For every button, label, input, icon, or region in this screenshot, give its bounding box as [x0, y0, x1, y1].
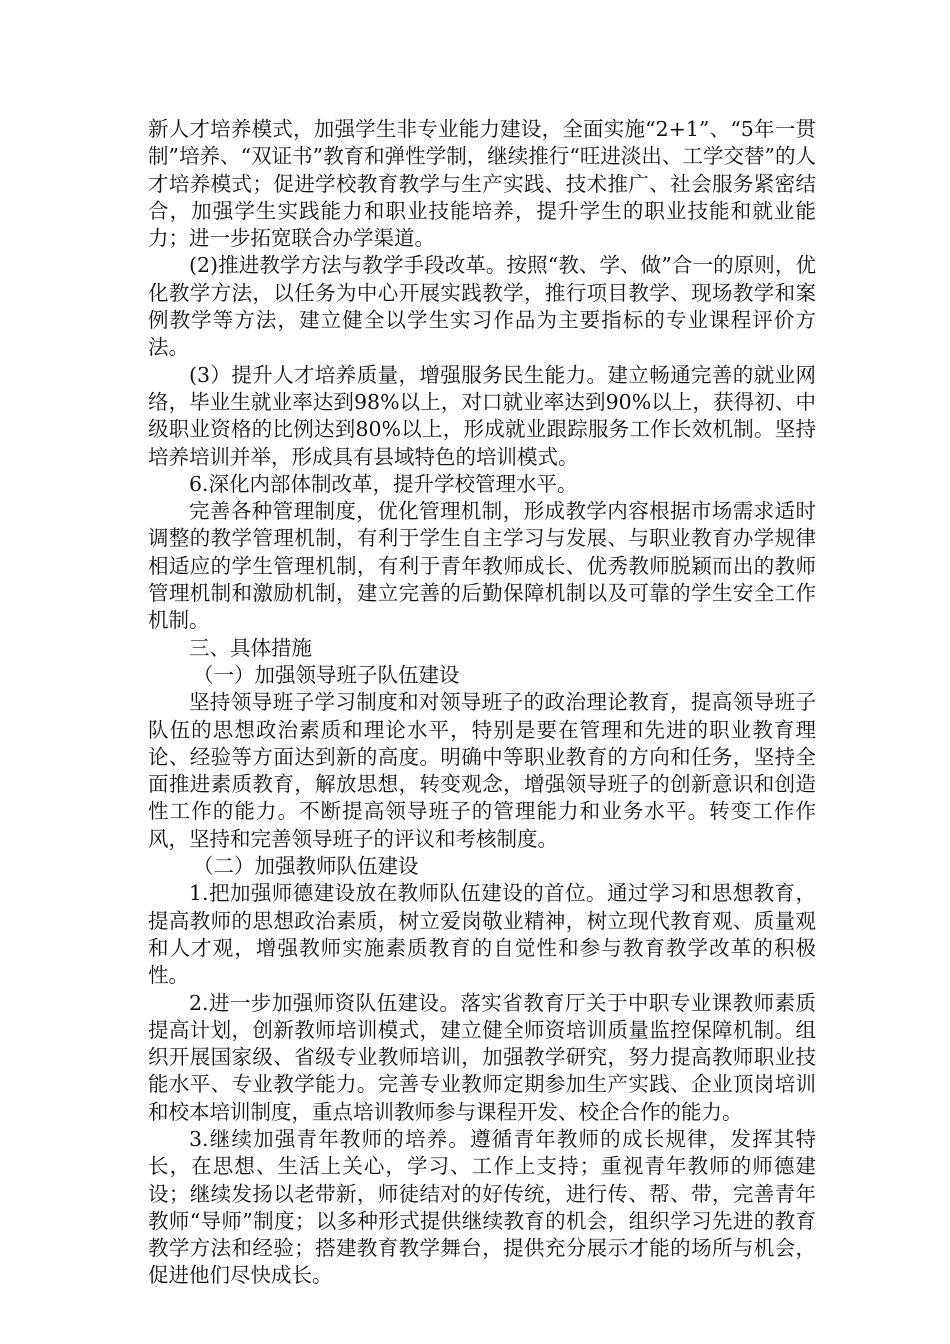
paragraph-teaching-method-reform: (2)推进教学方法与教学手段改革。按照“教、学、做”合一的原则，优化教学方法，以任务为中心开展实践教学，推行项目教学、现场教学和案例教学等方法，建立健全以学生实习作品为主要指标的专业课程评价方法。 [148, 253, 816, 360]
paragraph-talent-model: 新人才培养模式，加强学生非专业能力建设，全面实施“2+1”、“5年一贯制”培养、“双证书”教育和弹性学制，继续推行“旺进淡出、工学交替”的人才培养模式；促进学校教育教学与生产实践、技术推广、社会服务紧密结合，加强学生实践能力和职业技能培养，提升学生的职业技能和就业能力；进一步拓宽联合办学渠道。 [148, 117, 816, 251]
subsection-heading-leadership: （一）加强领导班子队伍建设 [193, 662, 460, 687]
paragraph-teacher-training: 2.进一步加强师资队伍建设。落实省教育厅关于中职专业课教师素质提高计划，创新教师培训模式，建立健全师资培训质量监控保障机制。组织开展国家级、省级专业教师培训，加强教学研究，努力提高教师职业技能水平、专业教学能力。完善专业教师定期参加生产实践、企业顶岗培训和校本培训制度，重点培训教师参与课程开发、校企合作的能力。 [148, 990, 816, 1124]
subsection-heading-teachers: （二）加强教师队伍建设 [193, 854, 419, 879]
paragraph-management-system: 完善各种管理制度，优化管理机制，形成教学内容根据市场需求适时调整的教学管理机制，有利于学生自主学习与发展、与职业教育办学规律相适应的学生管理机制，有利于青年教师成长、优秀教师脱颖而出的教师管理机制和激励机制，建立完善的后勤保障机制以及可靠的学生安全工作机制。 [148, 499, 816, 633]
paragraph-teacher-ethics: 1.把加强师德建设放在教师队伍建设的首位。通过学习和思想教育，提高教师的思想政治素质，树立爱岗敬业精神，树立现代教育观、质量观和人才观，增强教师实施素质教育的自觉性和参与教育教学改革的积极性。 [148, 881, 816, 988]
paragraph-talent-quality: (3）提升人才培养质量，增强服务民生能力。建立畅通完善的就业网络，毕业生就业率达到98%以上，对口就业率达到90%以上，获得初、中级职业资格的比例达到80%以上，形成就业跟踪服务工作长效机制。坚持培养培训并举，形成具有县域特色的培训模式。 [148, 362, 816, 469]
paragraph-young-teachers: 3.继续加强青年教师的培养。遵循青年教师的成长规律，发挥其特长，在思想、生活上关心，学习、工作上支持；重视青年教师的师德建设；继续发扬以老带新，师徒结对的好传统，进行传、帮、带，完善青年教师“导师”制度；以多种形式提供继续教育的机会，组织学习先进的教育教学方法和经验；搭建教育教学舞台，提供充分展示才能的场所与机会，促进他们尽快成长。 [148, 1126, 816, 1288]
section-heading-specific-measures: 三、具体措施 [189, 635, 312, 660]
paragraph-heading-internal-reform: 6.深化内部体制改革，提升学校管理水平。 [189, 471, 578, 496]
paragraph-leadership-building: 坚持领导班子学习制度和对领导班子的政治理论教育，提高领导班子队伍的思想政治素质和理论水平，特别是要在管理和先进的职业教育理论、经验等方面达到新的高度。明确中等职业教育的方向和任务，坚持全面推进素质教育，解放思想，转变观念，增强领导班子的创新意识和创造性工作的能力。不断提高领导班子的管理能力和业务水平。转变工作作风，坚持和完善领导班子的评议和考核制度。 [148, 690, 816, 851]
document-body [148, 116, 816, 1290]
